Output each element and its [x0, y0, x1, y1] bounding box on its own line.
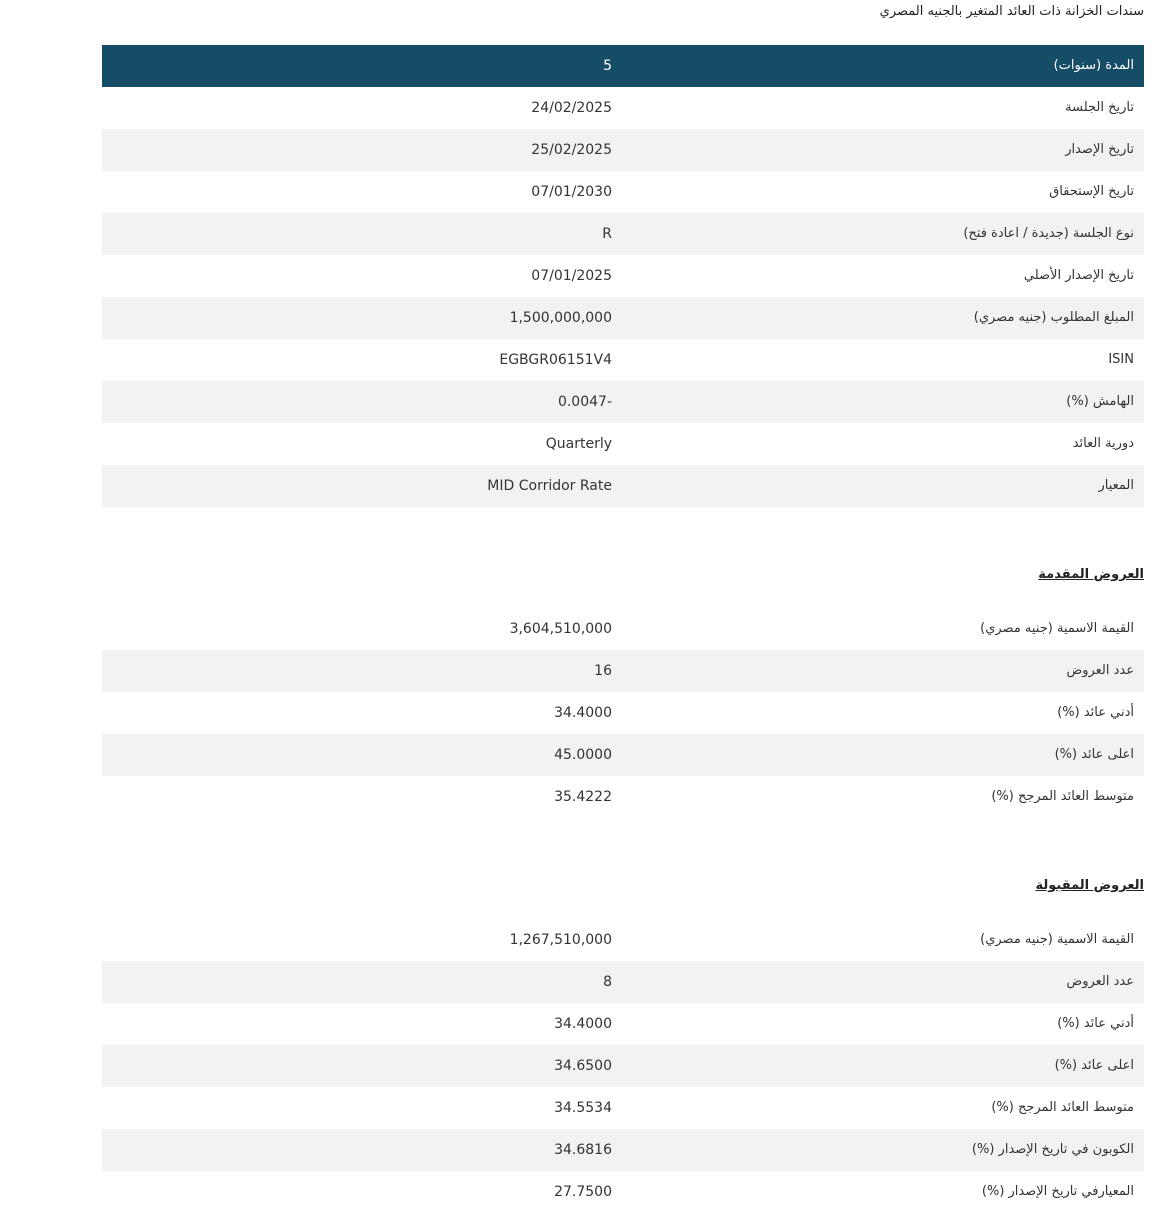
table-header-row [102, 45, 1144, 87]
table-row [102, 608, 1144, 650]
row-label: الكوبون في تاريخ الإصدار (%) [971, 1142, 1134, 1157]
row-value: 24/02/2025 [531, 100, 612, 116]
header-label: المدة (سنوات) [1053, 58, 1134, 73]
row-value: 34.6816 [554, 1142, 612, 1158]
row-label: الهامش (%) [1066, 394, 1134, 409]
row-label: المعيار [1098, 478, 1134, 493]
table-row [102, 734, 1144, 776]
row-value: 34.5534 [554, 1100, 612, 1116]
table-row [102, 1087, 1144, 1129]
row-label: عدد العروض [1066, 663, 1134, 678]
row-label: المعيارفي تاريخ الإصدار (%) [981, 1184, 1134, 1199]
row-label: تاريخ الإصدار الأصلي [1023, 268, 1134, 283]
row-value: 1,267,510,000 [509, 932, 612, 948]
offers-submitted-title: العروض المقدمة [1038, 567, 1144, 582]
row-label: ISIN [1108, 352, 1134, 367]
row-label: نوع الجلسة (جديدة / اعادة فتح) [963, 226, 1134, 241]
row-label: تاريخ الجلسة [1065, 100, 1134, 115]
table-row [102, 129, 1144, 171]
row-label: تاريخ الإصدار [1065, 142, 1134, 157]
header-value: 5 [603, 58, 612, 74]
row-label: عدد العروض [1066, 974, 1134, 989]
row-value: 35.4222 [554, 789, 612, 805]
row-label: متوسط العائد المرجح (%) [991, 1100, 1134, 1115]
table-row [102, 1171, 1144, 1213]
table-row [102, 297, 1144, 339]
table-row [102, 423, 1144, 465]
row-value: 8 [603, 974, 612, 990]
row-label: القيمة الاسمية (جنيه مصري) [980, 621, 1134, 636]
row-value: 3,604,510,000 [509, 621, 612, 637]
table-row [102, 465, 1144, 507]
table-row [102, 255, 1144, 297]
offers-submitted-table [102, 608, 1144, 818]
row-value: Quarterly [545, 436, 612, 452]
row-label: اعلى عائد (%) [1054, 1058, 1134, 1073]
row-value: 1,500,000,000 [509, 310, 612, 326]
row-label: دورية العائد [1072, 436, 1134, 451]
row-label: تاريخ الإستحقاق [1049, 184, 1134, 199]
table-row [102, 961, 1144, 1003]
row-value: EGBGR06151V4 [499, 352, 612, 368]
page-title: سندات الخزانة ذات العائد المتغير بالجنيه المصري [879, 4, 1144, 19]
table-row [102, 339, 1144, 381]
row-value: 0.0047- [557, 394, 612, 410]
table-row [102, 776, 1144, 818]
table-row [102, 650, 1144, 692]
row-value: 34.6500 [554, 1058, 612, 1074]
table-row [102, 381, 1144, 423]
row-label: القيمة الاسمية (جنيه مصري) [980, 932, 1134, 947]
row-value: 34.4000 [554, 1016, 612, 1032]
row-value: R [602, 226, 612, 242]
row-value: 27.7500 [554, 1184, 612, 1200]
offers-accepted-title: العروض المقبولة [1035, 878, 1144, 893]
table-row [102, 1045, 1144, 1087]
row-label: المبلغ المطلوب (جنيه مصري) [973, 310, 1134, 325]
table-row [102, 1129, 1144, 1171]
bond-details-table [102, 45, 1144, 507]
table-row [102, 171, 1144, 213]
row-value: 07/01/2030 [531, 184, 612, 200]
row-value: 45.0000 [554, 747, 612, 763]
row-label: اعلى عائد (%) [1054, 747, 1134, 762]
row-value: 25/02/2025 [531, 142, 612, 158]
row-label: أدني عائد (%) [1057, 705, 1134, 720]
row-value: 16 [594, 663, 612, 679]
row-value: MID Corridor Rate [487, 478, 612, 494]
table-row [102, 919, 1144, 961]
row-label: متوسط العائد المرجح (%) [991, 789, 1134, 804]
offers-accepted-table [102, 919, 1144, 1213]
row-value: 34.4000 [554, 705, 612, 721]
table-row [102, 692, 1144, 734]
row-label: أدني عائد (%) [1057, 1016, 1134, 1031]
row-value: 07/01/2025 [531, 268, 612, 284]
table-row [102, 1003, 1144, 1045]
table-row [102, 87, 1144, 129]
table-row [102, 213, 1144, 255]
